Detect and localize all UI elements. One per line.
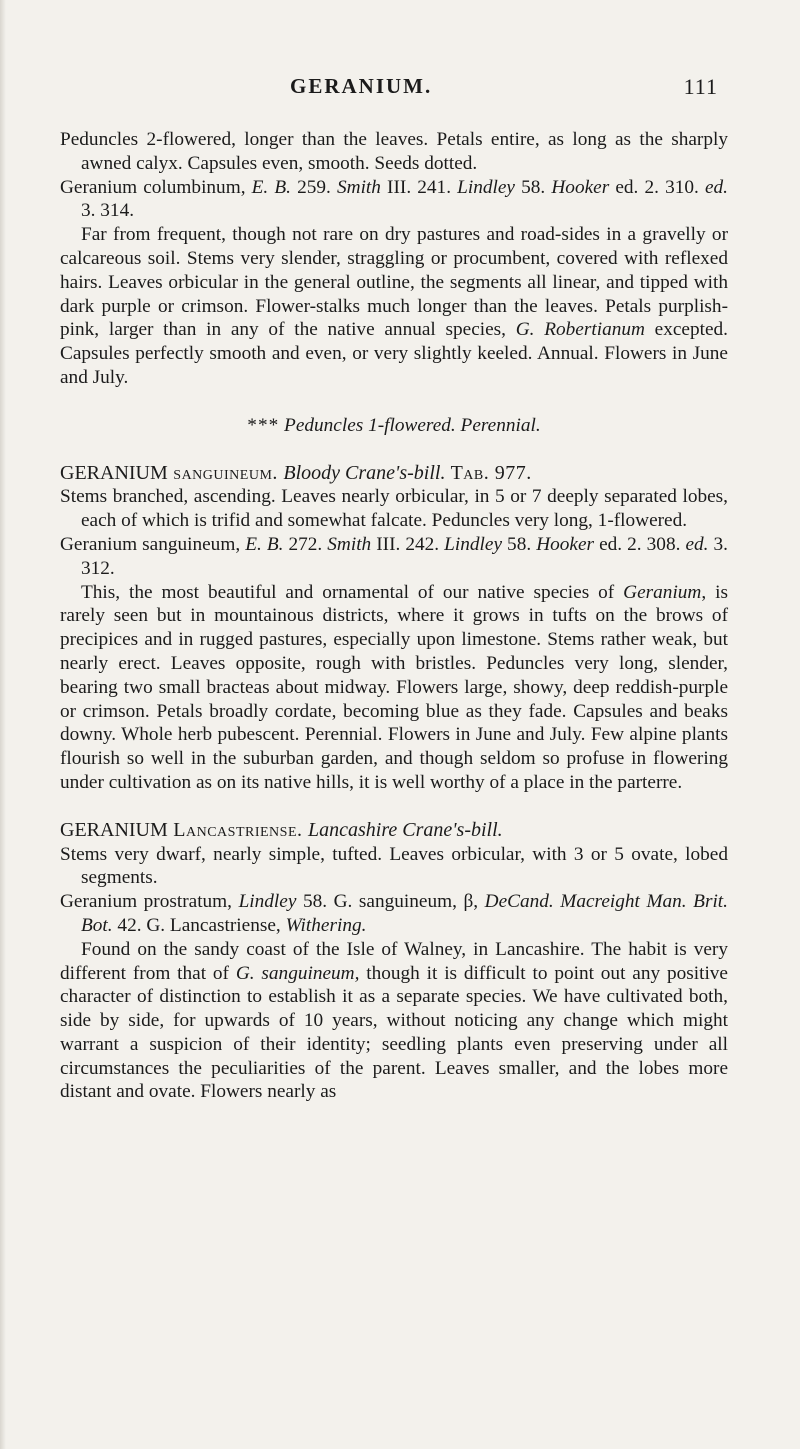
species-synonyms-sanguineum: Geranium sanguineum, E. B. 272. Smith III. 242. Lindley 58. Hooker ed. 2. 308. ed. 3. 312. — [60, 533, 728, 579]
species-description-lancastriense: Stems very dwarf, nearly simple, tufted. Leaves orbicular, with 3 or 5 ovate, lobed segments. — [60, 843, 728, 889]
intro-description: Peduncles 2-flowered, longer than the leaves. Petals entire, as long as the sharply awned calyx. Capsules even, smooth. Seeds dotted. — [60, 129, 728, 174]
species-paragraph-sanguineum: This, the most beautiful and ornamental of our native species of Geranium, is rarely seen but in mountainous districts, where it grows in tufts on the brows of precipices and in rugged pastures, especially upon limestone. Stems rather weak, but nearly erect. Leaves opposite, rough with bristles. Peduncles very long, slender, bearing two small bracteas about midway. Flowers large, showy, deep reddish-purple or crimson. Petals broadly cordate, becoming blue as they fade. Capsules and beaks downy. Whole herb pubescent. Perennial. Flowers in June and July. Few alpine plants flourish so well in the suburban garden, and though seldom so profuse in flowering under cultivation as on its native hills, it is well worthy of a place in the parterre. — [60, 581, 728, 793]
species-heading-sanguineum: GERANIUM sanguineum. Bloody Crane's-bill. Tab. 977. — [60, 461, 532, 484]
spacer — [60, 438, 728, 462]
species-synonyms-lancastriense: Geranium prostratum, Lindley 58. G. sanguineum, β, DeCand. Macreight Man. Brit. Bot. 42. G. Lancastriense, Withering. — [60, 891, 728, 936]
section-heading: *** Peduncles 1-flowered. Perennial. — [247, 414, 541, 436]
intro-synonyms: Geranium columbinum, E. B. 259. Smith III. 241. Lindley 58. Hooker ed. 2. 310. ed. 3. 314. — [60, 176, 728, 222]
spacer — [60, 795, 728, 819]
intro-paragraph: Far from frequent, though not rare on dry pastures and road-sides in a gravelly or calcareous soil. Stems very slender, straggling or procumbent, covered with reflexed hairs. Leaves orbicular in the general outline, the segments all linear, and tipped with dark purple or crimson. Flower-stalks much longer than the leaves. Petals purplish-pink, larger than in any of the native annual species, G. Robertianum excepted. Capsules perfectly smooth and even, or very slightly keeled. Annual. Flowers in June and July. — [60, 224, 728, 388]
running-head: GERANIUM. — [290, 74, 433, 98]
page-edge — [0, 0, 6, 1449]
page-body — [60, 128, 728, 1104]
spacer — [60, 390, 728, 414]
species-paragraph-lancastriense: Found on the sandy coast of the Isle of Walney, in Lancashire. The habit is very different from that of G. sanguineum, though it is difficult to point out any positive character of distinction to establish it as a separate species. We have cultivated both, side by side, for upwards of 10 years, without noticing any change which might warrant a suspicion of their identity; seedling plants even preserving under all circumstances the peculiarities of the parent. Leaves smaller, and the lobes more distant and ovate. Flowers nearly as — [60, 938, 728, 1103]
species-description-sanguineum: Stems branched, ascending. Leaves nearly orbicular, in 5 or 7 deeply separated lobes, each of which is trifid and somewhat falcate. Peduncles very long, 1-flowered. — [60, 486, 728, 532]
page-number: 111 — [683, 74, 718, 99]
species-heading-lancastriense: GERANIUM Lancastriense. Lancashire Crane's-bill. — [60, 818, 503, 841]
page-header — [0, 74, 800, 104]
